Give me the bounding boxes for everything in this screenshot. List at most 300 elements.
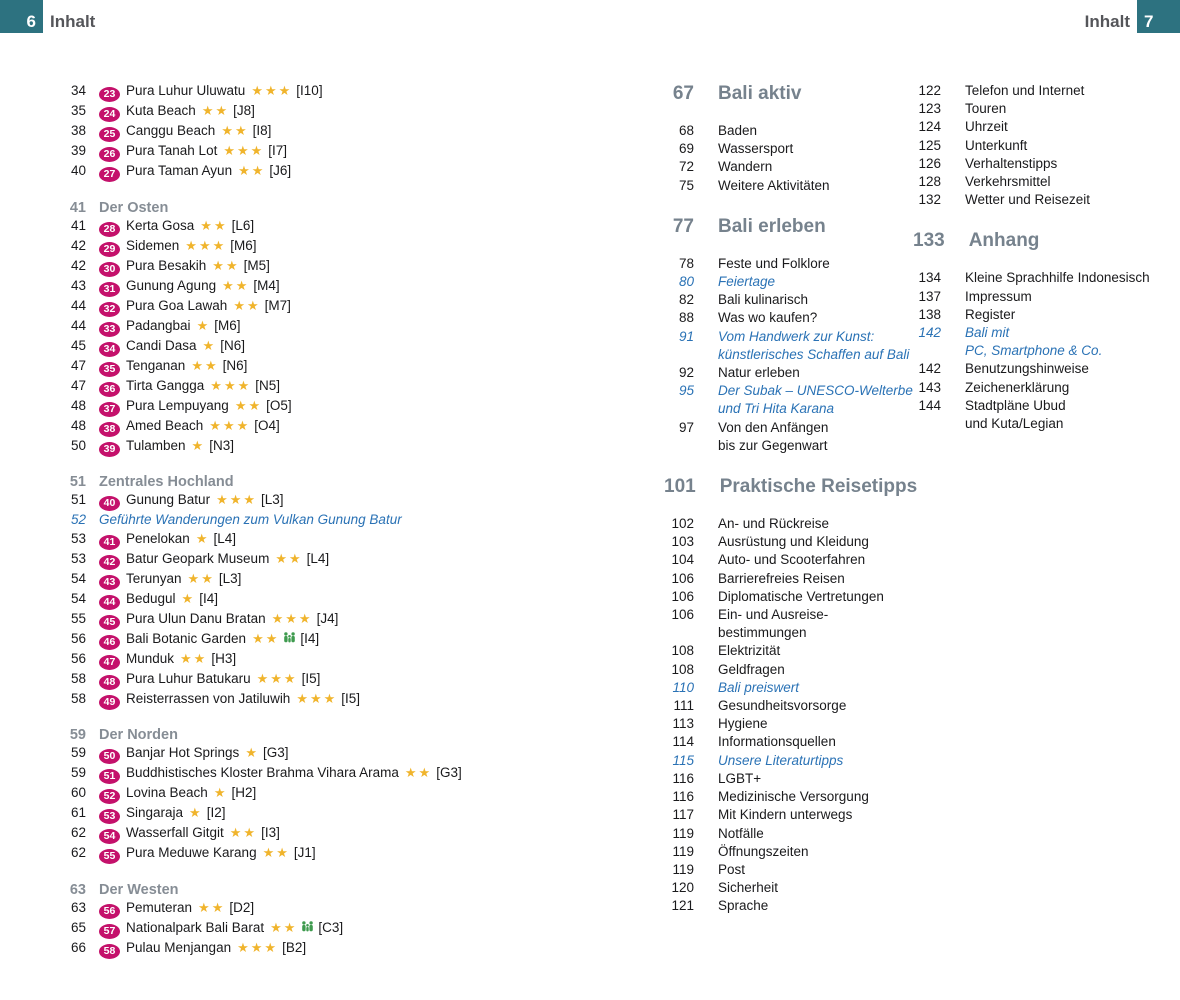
toc-entry bbox=[60, 257, 520, 277]
star-rating: ★★ bbox=[229, 825, 258, 841]
page-number: 111 bbox=[673, 698, 694, 714]
entry-label: Pura Besakih bbox=[126, 257, 207, 273]
running-head-right: Inhalt bbox=[1084, 12, 1130, 31]
poi-number-badge: 53 bbox=[99, 809, 120, 824]
star-rating: ★★ bbox=[200, 217, 228, 233]
map-grid-ref: [I5] bbox=[301, 670, 321, 686]
entry-label: Wassersport bbox=[718, 141, 794, 157]
toc-entry bbox=[60, 610, 520, 630]
toc-entry bbox=[664, 570, 914, 588]
toc-entry bbox=[60, 590, 520, 610]
entry-body bbox=[718, 879, 778, 897]
entry-body bbox=[718, 788, 869, 806]
entry-body bbox=[965, 324, 1102, 360]
section-heading-row bbox=[60, 199, 520, 217]
poi-number-badge: 39 bbox=[99, 442, 120, 457]
entry-label: Was wo kaufen? bbox=[718, 310, 818, 326]
toc-entry bbox=[664, 788, 914, 806]
toc-entry bbox=[664, 642, 914, 660]
entry-body bbox=[718, 661, 785, 679]
entry-label: Informationsquellen bbox=[718, 734, 836, 750]
map-grid-ref: [N6] bbox=[220, 337, 245, 353]
entry-body bbox=[99, 764, 462, 784]
poi-number-badge: 30 bbox=[99, 262, 120, 277]
chapter-title: Bali erleben bbox=[718, 215, 826, 237]
entry-label: Gunung Agung bbox=[126, 277, 217, 293]
entry-label: Gesundheitsvorsorge bbox=[718, 698, 847, 714]
star-rating: ★★ bbox=[198, 900, 226, 916]
poi-number-badge: 32 bbox=[99, 302, 120, 317]
entry-body bbox=[965, 288, 1032, 306]
page-number: 59 bbox=[70, 745, 86, 761]
entry-body bbox=[99, 122, 271, 142]
page-number: 138 bbox=[918, 306, 941, 322]
section-heading-row bbox=[60, 473, 520, 491]
entry-label: Ausrüstung und Kleidung bbox=[718, 534, 869, 550]
star-rating: ★★★ bbox=[223, 143, 265, 158]
toc-entry bbox=[60, 784, 520, 804]
entry-body bbox=[718, 533, 869, 551]
page-number: 35 bbox=[70, 103, 86, 118]
page-number: 56 bbox=[70, 650, 86, 666]
entry-label: Amed Beach bbox=[126, 417, 204, 433]
page-number: 142 bbox=[918, 361, 941, 377]
entry-label: Bedugul bbox=[126, 590, 176, 606]
tip-label: Vom Handwerk zur Kunst: bbox=[718, 328, 875, 344]
toc-entry bbox=[664, 697, 914, 715]
entry-label: Wandern bbox=[718, 159, 773, 175]
entry-label: Benutzungshinweise bbox=[965, 361, 1089, 377]
page-number: 34 bbox=[70, 83, 86, 98]
poi-number-badge: 44 bbox=[99, 595, 120, 610]
toc-entry bbox=[60, 237, 520, 257]
page-number: 119 bbox=[672, 861, 694, 877]
poi-number-badge: 55 bbox=[99, 849, 120, 864]
page-number: 103 bbox=[671, 534, 694, 550]
toc-tip-entry bbox=[664, 679, 914, 697]
toc-entry bbox=[913, 360, 1180, 378]
map-grid-ref: [J6] bbox=[269, 163, 292, 178]
entry-body bbox=[718, 733, 836, 751]
map-grid-ref: [H2] bbox=[231, 785, 257, 801]
toc-entry bbox=[60, 437, 520, 457]
entry-label: Sidemen bbox=[126, 237, 180, 253]
map-grid-ref: [D2] bbox=[229, 900, 255, 916]
entry-body bbox=[99, 570, 241, 590]
entry-body bbox=[99, 337, 245, 357]
toc-entry bbox=[60, 690, 520, 710]
toc-entry bbox=[60, 297, 520, 317]
page-number: 60 bbox=[70, 785, 86, 801]
entry-body bbox=[718, 515, 829, 533]
page-number: 50 bbox=[70, 437, 86, 453]
page-number: 110 bbox=[672, 679, 694, 695]
toc-entry bbox=[913, 100, 1180, 118]
toc-entry bbox=[60, 824, 520, 844]
toc-entry bbox=[664, 255, 914, 273]
chapter-heading-row bbox=[913, 229, 1180, 253]
continuation-line: PC, Smartphone & Co. bbox=[965, 343, 1103, 359]
section-heading-row bbox=[60, 881, 520, 899]
poi-number-badge: 49 bbox=[99, 695, 120, 710]
entry-body bbox=[718, 364, 800, 382]
entry-body bbox=[965, 118, 1008, 136]
poi-number-badge: 33 bbox=[99, 322, 120, 337]
entry-body bbox=[99, 844, 316, 864]
page-number: 120 bbox=[671, 880, 694, 896]
entry-label: Baden bbox=[718, 123, 758, 138]
page-number: 80 bbox=[678, 274, 694, 290]
page-number: 66 bbox=[70, 940, 86, 956]
toc-entry bbox=[913, 191, 1180, 209]
continuation-line: bestimmungen bbox=[718, 625, 807, 641]
page-number: 123 bbox=[918, 101, 941, 117]
page-number: 143 bbox=[918, 379, 941, 395]
entry-body bbox=[99, 650, 236, 670]
map-grid-ref: [L6] bbox=[231, 217, 255, 233]
poi-number-badge: 24 bbox=[99, 107, 120, 122]
toc-entry bbox=[60, 357, 520, 377]
entry-body bbox=[99, 881, 179, 899]
entry-body bbox=[718, 382, 913, 418]
entry-body bbox=[718, 551, 865, 569]
map-grid-ref: [M5] bbox=[243, 257, 270, 273]
page-number: 125 bbox=[918, 137, 941, 153]
star-rating: ★★ bbox=[238, 163, 266, 178]
toc-entry bbox=[60, 650, 520, 670]
tip-label: Der Subak – UNESCO-Welterbe bbox=[718, 383, 913, 399]
entry-label: Wasserfall Gitgit bbox=[126, 825, 224, 841]
entry-body bbox=[718, 177, 830, 195]
page-number: 63 bbox=[70, 900, 86, 916]
star-rating: ★★ bbox=[262, 845, 290, 861]
map-grid-ref: [C3] bbox=[318, 920, 344, 936]
entry-body bbox=[99, 550, 329, 570]
page-number: 6 bbox=[26, 12, 36, 31]
entry-label: Banjar Hot Springs bbox=[126, 745, 240, 761]
star-rating: ★★★ bbox=[209, 417, 251, 433]
map-grid-ref: [G3] bbox=[262, 745, 289, 761]
entry-label: Stadtpläne Ubud bbox=[965, 397, 1066, 413]
entry-label: Terunyan bbox=[126, 570, 182, 586]
star-rating: ★★ bbox=[404, 765, 433, 781]
toc-tip-entry bbox=[664, 752, 914, 770]
map-grid-ref: [I4] bbox=[199, 590, 218, 606]
entry-label: Singaraja bbox=[126, 805, 184, 821]
page-number: 48 bbox=[70, 417, 86, 433]
section-title: Der Norden bbox=[99, 727, 178, 744]
entry-label: Pemuteran bbox=[126, 900, 193, 916]
toc-entry bbox=[664, 861, 914, 879]
entry-label: Sicherheit bbox=[718, 880, 779, 896]
star-rating: ★★ bbox=[212, 257, 240, 273]
continuation-line: und Tri Hita Karana bbox=[718, 401, 835, 417]
entry-label: Notfälle bbox=[718, 825, 764, 841]
entry-label: Pura Tanah Lot bbox=[126, 143, 218, 158]
toc-entry bbox=[60, 142, 520, 162]
toc-entry bbox=[664, 122, 914, 140]
toc-entry bbox=[664, 515, 914, 533]
page-number: 101 bbox=[664, 476, 696, 498]
entry-label: Hygiene bbox=[718, 716, 768, 732]
toc-entry bbox=[664, 825, 914, 843]
map-grid-ref: [J8] bbox=[233, 103, 255, 118]
toc-entry bbox=[664, 879, 914, 897]
page-number: 38 bbox=[70, 123, 86, 138]
entry-body bbox=[718, 861, 745, 879]
map-grid-ref: [M7] bbox=[264, 297, 291, 313]
toc-entry bbox=[60, 491, 520, 511]
section-heading-row bbox=[60, 726, 520, 744]
toc-entry bbox=[664, 364, 914, 382]
map-grid-ref: [N3] bbox=[209, 437, 234, 453]
family-icon bbox=[283, 632, 296, 644]
entry-body bbox=[965, 360, 1089, 378]
page-number: 47 bbox=[70, 357, 86, 373]
toc-tip-entry bbox=[664, 273, 914, 291]
toc-entry bbox=[913, 173, 1180, 191]
page-number: 53 bbox=[70, 530, 86, 546]
entry-body bbox=[99, 899, 254, 919]
entry-label: Auto- und Scooterfahren bbox=[718, 552, 866, 568]
entry-body bbox=[718, 328, 909, 364]
star-rating: ★★ bbox=[201, 103, 230, 118]
entry-body bbox=[718, 140, 793, 158]
toc-entry bbox=[664, 806, 914, 824]
entry-body bbox=[99, 357, 247, 377]
map-grid-ref: [I10] bbox=[296, 83, 323, 98]
toc-entry bbox=[664, 158, 914, 176]
entry-label: Pura Meduwe Karang bbox=[126, 845, 257, 861]
entry-label: Nationalpark Bali Barat bbox=[126, 920, 265, 936]
entry-body bbox=[99, 417, 280, 437]
poi-number-badge: 57 bbox=[99, 924, 120, 939]
toc-entry bbox=[664, 588, 914, 606]
entry-label: Kleine Sprachhilfe Indonesisch bbox=[965, 270, 1150, 286]
toc-entry bbox=[60, 377, 520, 397]
star-rating: ★★★ bbox=[256, 670, 298, 686]
star-rating: ★★ bbox=[187, 570, 215, 586]
page-number: 116 bbox=[672, 770, 694, 786]
map-grid-ref: [H3] bbox=[211, 650, 237, 666]
page-number: 95 bbox=[678, 383, 694, 399]
entry-body bbox=[965, 306, 1015, 324]
entry-label: Kuta Beach bbox=[126, 103, 196, 118]
toc-entry bbox=[60, 530, 520, 550]
toc-entry bbox=[664, 177, 914, 195]
entry-label: Bali Botanic Garden bbox=[126, 630, 247, 646]
entry-body bbox=[99, 804, 225, 824]
poi-number-badge: 54 bbox=[99, 829, 120, 844]
map-grid-ref: [G3] bbox=[436, 765, 462, 781]
entry-body bbox=[99, 824, 280, 844]
toc-entry bbox=[60, 102, 520, 122]
entry-body bbox=[99, 199, 168, 217]
entry-body bbox=[99, 317, 240, 337]
tip-label: Bali mit bbox=[965, 325, 1010, 341]
toc-entry bbox=[60, 217, 520, 237]
entry-label: Diplomatische Vertretungen bbox=[718, 588, 884, 604]
page-number: 82 bbox=[678, 292, 694, 308]
entry-label: Tenganan bbox=[126, 357, 186, 373]
page-number: 106 bbox=[671, 607, 694, 623]
page-number: 119 bbox=[672, 843, 694, 859]
toc-entry bbox=[664, 551, 914, 569]
page-number: 67 bbox=[672, 83, 694, 104]
page-number: 134 bbox=[918, 270, 941, 286]
entry-body bbox=[99, 670, 320, 690]
toc-entry bbox=[664, 140, 914, 158]
star-rating: ★★★ bbox=[296, 690, 338, 706]
entry-body bbox=[99, 744, 288, 764]
page-number: 42 bbox=[70, 237, 86, 253]
chapter-title: Praktische Reisetipps bbox=[719, 476, 918, 498]
toc-entry bbox=[60, 630, 520, 650]
toc-entry bbox=[913, 306, 1180, 324]
map-grid-ref: [M4] bbox=[253, 277, 280, 293]
poi-number-badge: 40 bbox=[99, 496, 120, 511]
page-number: 77 bbox=[672, 215, 694, 237]
entry-body bbox=[718, 806, 852, 824]
entry-label: Mit Kindern unterwegs bbox=[718, 807, 853, 823]
toc-entry bbox=[664, 419, 914, 455]
entry-body bbox=[718, 825, 764, 843]
page-number: 133 bbox=[913, 230, 945, 252]
entry-label: Padangbai bbox=[126, 317, 191, 333]
poi-number-badge: 27 bbox=[99, 167, 120, 182]
entry-body bbox=[99, 784, 256, 804]
toc-entry bbox=[913, 397, 1180, 433]
star-rating: ★★★ bbox=[237, 940, 279, 956]
entry-label: Von den Anfängen bbox=[718, 419, 829, 435]
star-rating: ★★ bbox=[180, 650, 208, 666]
section-title: Der Osten bbox=[99, 199, 169, 216]
entry-label: Wetter und Reisezeit bbox=[965, 192, 1091, 208]
page-number: 142 bbox=[918, 325, 941, 341]
entry-body bbox=[99, 437, 234, 457]
entry-body bbox=[99, 610, 338, 630]
entry-body bbox=[99, 82, 323, 102]
poi-number-badge: 47 bbox=[99, 655, 120, 670]
entry-body bbox=[965, 155, 1057, 173]
entry-body bbox=[965, 379, 1069, 397]
page-number: 128 bbox=[918, 174, 941, 190]
entry-body bbox=[718, 158, 772, 176]
entry-body bbox=[99, 590, 218, 610]
toc-entry bbox=[664, 733, 914, 751]
page-number: 88 bbox=[678, 310, 694, 326]
entry-label: Verkehrsmittel bbox=[965, 174, 1051, 190]
page-number: 59 bbox=[69, 727, 86, 744]
entry-body bbox=[718, 570, 845, 588]
chapter-title: Bali aktiv bbox=[718, 83, 802, 104]
entry-body bbox=[99, 142, 287, 162]
entry-body bbox=[718, 679, 799, 697]
star-rating: ★ bbox=[189, 805, 203, 821]
toc-entry bbox=[913, 288, 1180, 306]
entry-label: Uhrzeit bbox=[965, 119, 1008, 135]
entry-body bbox=[965, 100, 1006, 118]
page-number: 55 bbox=[70, 610, 86, 626]
toc-entry bbox=[664, 291, 914, 309]
running-head-left: Inhalt bbox=[50, 12, 96, 31]
entry-body bbox=[718, 82, 801, 106]
toc-entry bbox=[664, 661, 914, 679]
entry-body bbox=[718, 642, 780, 660]
entry-label: Weitere Aktivitäten bbox=[718, 177, 830, 193]
page-number: 58 bbox=[70, 690, 86, 706]
toc-tip-entry bbox=[664, 382, 914, 418]
page-number: 68 bbox=[678, 123, 694, 138]
entry-label: Touren bbox=[965, 101, 1007, 117]
toc-entry bbox=[913, 155, 1180, 173]
entry-label: Feste und Folklore bbox=[718, 255, 830, 271]
page-number: 47 bbox=[70, 377, 86, 393]
entry-label: Register bbox=[965, 306, 1016, 322]
poi-number-badge: 28 bbox=[99, 222, 120, 237]
page-number: 61 bbox=[70, 805, 86, 821]
entry-label: Medizinische Versorgung bbox=[718, 789, 869, 805]
star-rating: ★★ bbox=[221, 123, 249, 138]
entry-label: An- und Rückreise bbox=[718, 516, 830, 532]
tip-label: Unsere Literaturtipps bbox=[718, 752, 844, 768]
toc-entry bbox=[60, 82, 520, 102]
entry-body bbox=[965, 269, 1150, 287]
page-number: 117 bbox=[672, 807, 694, 823]
chapter-title: Anhang bbox=[968, 230, 1040, 252]
toc-entry bbox=[60, 744, 520, 764]
entry-label: Unterkunft bbox=[965, 137, 1028, 153]
page-number: 97 bbox=[678, 419, 694, 435]
page-number: 75 bbox=[678, 177, 694, 193]
star-rating: ★★★ bbox=[185, 237, 227, 253]
page-number: 54 bbox=[70, 570, 86, 586]
star-rating: ★★ bbox=[222, 277, 250, 293]
page-number: 58 bbox=[70, 670, 86, 686]
page-number-tab-left bbox=[0, 0, 43, 33]
entry-body bbox=[718, 752, 843, 770]
toc-entry bbox=[60, 122, 520, 142]
entry-label: Pura Goa Lawah bbox=[126, 297, 228, 313]
page-number: 116 bbox=[672, 789, 694, 805]
toc-column-left bbox=[60, 82, 520, 959]
toc-entry bbox=[60, 550, 520, 570]
map-grid-ref: [J4] bbox=[316, 610, 339, 626]
entry-label: Pura Taman Ayun bbox=[126, 163, 233, 178]
entry-body bbox=[99, 491, 284, 511]
entry-label: Natur erleben bbox=[718, 365, 800, 381]
poi-number-badge: 23 bbox=[99, 87, 120, 102]
entry-body bbox=[99, 939, 306, 959]
map-grid-ref: [L4] bbox=[306, 550, 330, 566]
entry-label: Pura Lempuyang bbox=[126, 397, 229, 413]
page-number: 39 bbox=[70, 143, 86, 158]
entry-body bbox=[965, 397, 1066, 433]
page-number: 106 bbox=[671, 570, 694, 586]
entry-body bbox=[720, 475, 917, 499]
continuation-line: und Kuta/Legian bbox=[965, 416, 1064, 432]
star-rating: ★★ bbox=[234, 397, 263, 413]
family-icon bbox=[301, 921, 314, 933]
toc-entry bbox=[60, 804, 520, 824]
page-number: 124 bbox=[918, 119, 941, 135]
map-grid-ref: [N6] bbox=[222, 357, 248, 373]
entry-body bbox=[99, 726, 178, 744]
toc-entry bbox=[60, 337, 520, 357]
entry-body bbox=[965, 82, 1084, 100]
section-title: Zentrales Hochland bbox=[99, 474, 234, 491]
poi-number-badge: 25 bbox=[99, 127, 120, 142]
